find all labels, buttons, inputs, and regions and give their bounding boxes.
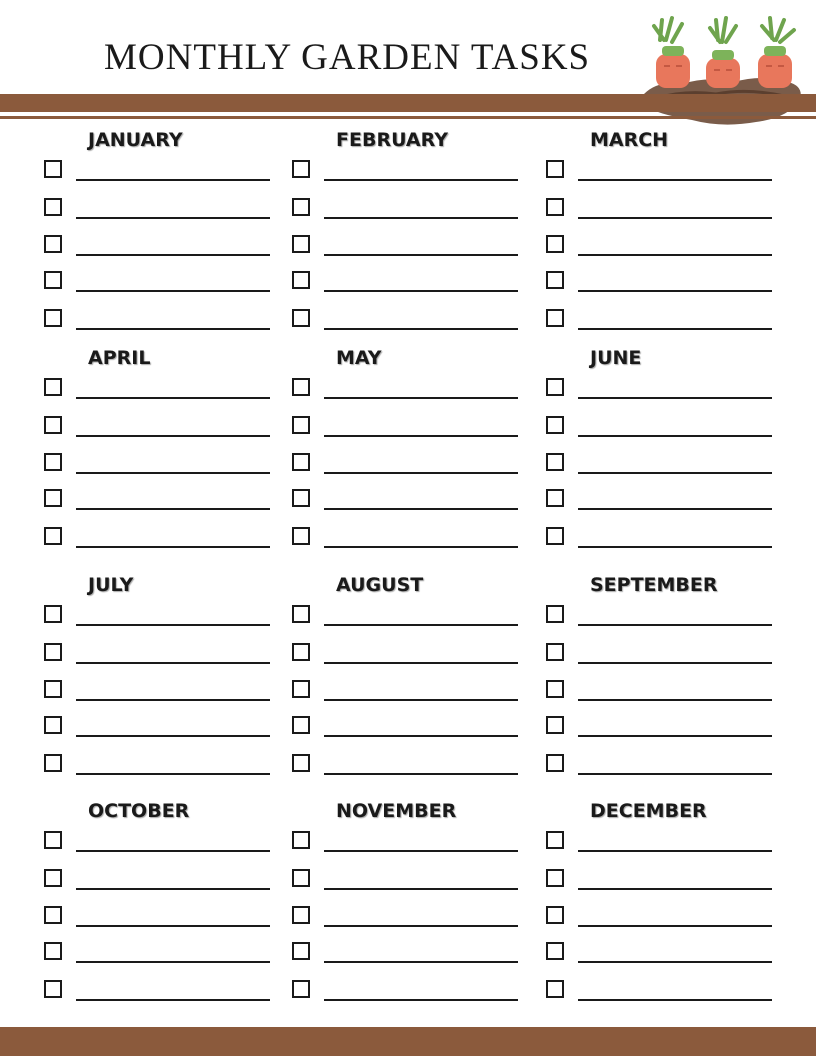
task-checkbox[interactable] bbox=[44, 831, 62, 849]
task-write-line[interactable] bbox=[76, 179, 270, 181]
task-row bbox=[292, 233, 524, 257]
task-write-line[interactable] bbox=[324, 999, 518, 1001]
task-write-line[interactable] bbox=[324, 179, 518, 181]
task-checkbox[interactable] bbox=[546, 716, 564, 734]
task-checkbox[interactable] bbox=[44, 980, 62, 998]
task-row bbox=[546, 603, 778, 627]
month-heading: MARCH bbox=[590, 129, 669, 151]
task-checkbox[interactable] bbox=[546, 906, 564, 924]
task-checkbox[interactable] bbox=[546, 605, 564, 623]
task-write-line[interactable] bbox=[578, 662, 772, 664]
top-band bbox=[0, 94, 816, 112]
task-checkbox[interactable] bbox=[44, 198, 62, 216]
task-checkbox[interactable] bbox=[546, 980, 564, 998]
task-checkbox[interactable] bbox=[44, 643, 62, 661]
task-write-line[interactable] bbox=[76, 397, 270, 399]
task-write-line[interactable] bbox=[76, 850, 270, 852]
task-write-line[interactable] bbox=[324, 699, 518, 701]
task-row bbox=[44, 414, 276, 438]
task-checkbox[interactable] bbox=[44, 378, 62, 396]
task-checkbox[interactable] bbox=[44, 942, 62, 960]
task-checkbox[interactable] bbox=[44, 271, 62, 289]
task-row bbox=[546, 451, 778, 475]
task-checkbox[interactable] bbox=[44, 716, 62, 734]
task-checkbox[interactable] bbox=[292, 378, 310, 396]
task-row bbox=[44, 603, 276, 627]
task-checkbox[interactable] bbox=[292, 680, 310, 698]
task-write-line[interactable] bbox=[578, 699, 772, 701]
task-write-line[interactable] bbox=[578, 961, 772, 963]
task-row bbox=[546, 678, 778, 702]
task-checkbox[interactable] bbox=[292, 235, 310, 253]
task-write-line[interactable] bbox=[76, 328, 270, 330]
task-write-line[interactable] bbox=[76, 773, 270, 775]
task-write-line[interactable] bbox=[578, 735, 772, 737]
task-write-line[interactable] bbox=[324, 328, 518, 330]
task-checkbox[interactable] bbox=[44, 489, 62, 507]
task-row bbox=[44, 714, 276, 738]
task-write-line[interactable] bbox=[324, 925, 518, 927]
task-checkbox[interactable] bbox=[44, 680, 62, 698]
task-write-line[interactable] bbox=[324, 217, 518, 219]
task-write-line[interactable] bbox=[324, 290, 518, 292]
task-row bbox=[44, 525, 276, 549]
task-write-line[interactable] bbox=[76, 254, 270, 256]
task-write-line[interactable] bbox=[578, 624, 772, 626]
task-row bbox=[292, 714, 524, 738]
task-write-line[interactable] bbox=[76, 925, 270, 927]
task-row bbox=[292, 414, 524, 438]
task-row bbox=[44, 233, 276, 257]
task-checkbox[interactable] bbox=[546, 309, 564, 327]
task-row bbox=[44, 158, 276, 182]
task-checkbox[interactable] bbox=[44, 235, 62, 253]
task-row bbox=[44, 376, 276, 400]
task-checkbox[interactable] bbox=[292, 198, 310, 216]
task-write-line[interactable] bbox=[76, 699, 270, 701]
task-checkbox[interactable] bbox=[546, 942, 564, 960]
task-write-line[interactable] bbox=[578, 179, 772, 181]
task-write-line[interactable] bbox=[76, 290, 270, 292]
task-row bbox=[292, 525, 524, 549]
task-write-line[interactable] bbox=[578, 328, 772, 330]
task-row bbox=[44, 904, 276, 928]
task-write-line[interactable] bbox=[578, 435, 772, 437]
task-row bbox=[546, 904, 778, 928]
task-checkbox[interactable] bbox=[44, 605, 62, 623]
task-write-line[interactable] bbox=[578, 850, 772, 852]
task-write-line[interactable] bbox=[324, 546, 518, 548]
task-row bbox=[546, 714, 778, 738]
task-write-line[interactable] bbox=[324, 435, 518, 437]
task-row bbox=[292, 196, 524, 220]
task-write-line[interactable] bbox=[578, 397, 772, 399]
month-heading: NOVEMBER bbox=[336, 800, 457, 822]
task-write-line[interactable] bbox=[76, 546, 270, 548]
task-row bbox=[292, 641, 524, 665]
carrots-illustration bbox=[638, 14, 806, 130]
task-row bbox=[546, 752, 778, 776]
task-checkbox[interactable] bbox=[292, 643, 310, 661]
task-checkbox[interactable] bbox=[44, 527, 62, 545]
task-row bbox=[292, 487, 524, 511]
task-row bbox=[546, 196, 778, 220]
task-row bbox=[546, 867, 778, 891]
task-checkbox[interactable] bbox=[546, 869, 564, 887]
task-checkbox[interactable] bbox=[546, 643, 564, 661]
task-checkbox[interactable] bbox=[292, 716, 310, 734]
task-row bbox=[292, 867, 524, 891]
task-row bbox=[44, 940, 276, 964]
task-row bbox=[546, 940, 778, 964]
month-heading: JULY bbox=[88, 574, 134, 596]
task-checkbox[interactable] bbox=[292, 527, 310, 545]
task-row bbox=[546, 829, 778, 853]
task-write-line[interactable] bbox=[578, 508, 772, 510]
task-write-line[interactable] bbox=[324, 850, 518, 852]
task-write-line[interactable] bbox=[324, 888, 518, 890]
task-write-line[interactable] bbox=[324, 624, 518, 626]
task-checkbox[interactable] bbox=[546, 489, 564, 507]
task-checkbox[interactable] bbox=[292, 605, 310, 623]
task-checkbox[interactable] bbox=[546, 453, 564, 471]
month-heading: SEPTEMBER bbox=[590, 574, 718, 596]
task-write-line[interactable] bbox=[76, 435, 270, 437]
task-write-line[interactable] bbox=[76, 735, 270, 737]
task-checkbox[interactable] bbox=[292, 160, 310, 178]
task-checkbox[interactable] bbox=[44, 416, 62, 434]
task-write-line[interactable] bbox=[76, 472, 270, 474]
task-checkbox[interactable] bbox=[292, 831, 310, 849]
task-checkbox[interactable] bbox=[292, 416, 310, 434]
task-checkbox[interactable] bbox=[292, 489, 310, 507]
task-row bbox=[546, 269, 778, 293]
task-write-line[interactable] bbox=[324, 773, 518, 775]
task-checkbox[interactable] bbox=[44, 906, 62, 924]
task-checkbox[interactable] bbox=[44, 754, 62, 772]
task-write-line[interactable] bbox=[76, 217, 270, 219]
task-write-line[interactable] bbox=[324, 254, 518, 256]
task-write-line[interactable] bbox=[324, 662, 518, 664]
task-checkbox[interactable] bbox=[292, 309, 310, 327]
task-write-line[interactable] bbox=[76, 961, 270, 963]
task-row bbox=[292, 376, 524, 400]
task-row bbox=[546, 978, 778, 1002]
task-row bbox=[292, 307, 524, 331]
task-write-line[interactable] bbox=[76, 508, 270, 510]
task-write-line[interactable] bbox=[578, 925, 772, 927]
task-checkbox[interactable] bbox=[546, 378, 564, 396]
page-title: MONTHLY GARDEN TASKS bbox=[104, 37, 591, 78]
task-row bbox=[44, 678, 276, 702]
task-checkbox[interactable] bbox=[546, 271, 564, 289]
task-checkbox[interactable] bbox=[546, 198, 564, 216]
task-row bbox=[546, 641, 778, 665]
task-row bbox=[44, 829, 276, 853]
task-write-line[interactable] bbox=[324, 472, 518, 474]
task-write-line[interactable] bbox=[324, 508, 518, 510]
task-row bbox=[44, 641, 276, 665]
month-heading: FEBRUARY bbox=[336, 129, 448, 151]
task-row bbox=[44, 978, 276, 1002]
task-checkbox[interactable] bbox=[292, 980, 310, 998]
task-write-line[interactable] bbox=[578, 472, 772, 474]
task-row bbox=[292, 269, 524, 293]
bottom-band bbox=[0, 1027, 816, 1056]
task-row bbox=[546, 414, 778, 438]
task-checkbox[interactable] bbox=[292, 754, 310, 772]
task-write-line[interactable] bbox=[578, 773, 772, 775]
task-row bbox=[292, 158, 524, 182]
task-write-line[interactable] bbox=[578, 290, 772, 292]
task-row bbox=[44, 752, 276, 776]
month-heading: JUNE bbox=[590, 347, 642, 369]
task-row bbox=[546, 307, 778, 331]
task-row bbox=[546, 525, 778, 549]
task-checkbox[interactable] bbox=[546, 416, 564, 434]
month-heading: OCTOBER bbox=[88, 800, 190, 822]
month-heading: JANUARY bbox=[88, 129, 183, 151]
task-row bbox=[292, 978, 524, 1002]
task-row bbox=[44, 196, 276, 220]
task-checkbox[interactable] bbox=[292, 906, 310, 924]
task-checkbox[interactable] bbox=[44, 160, 62, 178]
task-row bbox=[546, 487, 778, 511]
task-row bbox=[292, 603, 524, 627]
task-checkbox[interactable] bbox=[292, 271, 310, 289]
task-checkbox[interactable] bbox=[44, 869, 62, 887]
task-row bbox=[292, 752, 524, 776]
task-write-line[interactable] bbox=[324, 961, 518, 963]
month-heading: DECEMBER bbox=[590, 800, 707, 822]
month-heading: APRIL bbox=[88, 347, 151, 369]
task-write-line[interactable] bbox=[324, 735, 518, 737]
task-checkbox[interactable] bbox=[546, 160, 564, 178]
task-checkbox[interactable] bbox=[546, 235, 564, 253]
task-write-line[interactable] bbox=[578, 546, 772, 548]
task-row bbox=[44, 451, 276, 475]
task-write-line[interactable] bbox=[76, 662, 270, 664]
task-checkbox[interactable] bbox=[292, 942, 310, 960]
task-write-line[interactable] bbox=[76, 888, 270, 890]
task-row bbox=[44, 487, 276, 511]
month-heading: MAY bbox=[336, 347, 382, 369]
task-row bbox=[292, 829, 524, 853]
task-row bbox=[292, 678, 524, 702]
task-write-line[interactable] bbox=[578, 999, 772, 1001]
task-checkbox[interactable] bbox=[546, 831, 564, 849]
task-row bbox=[44, 307, 276, 331]
task-row bbox=[44, 867, 276, 891]
month-heading: AUGUST bbox=[336, 574, 424, 596]
task-checkbox[interactable] bbox=[546, 680, 564, 698]
task-checkbox[interactable] bbox=[292, 869, 310, 887]
task-write-line[interactable] bbox=[578, 217, 772, 219]
task-row bbox=[292, 904, 524, 928]
task-checkbox[interactable] bbox=[44, 453, 62, 471]
task-write-line[interactable] bbox=[324, 397, 518, 399]
task-write-line[interactable] bbox=[76, 624, 270, 626]
task-row bbox=[292, 451, 524, 475]
task-write-line[interactable] bbox=[578, 888, 772, 890]
task-write-line[interactable] bbox=[578, 254, 772, 256]
task-checkbox[interactable] bbox=[546, 527, 564, 545]
task-row bbox=[292, 940, 524, 964]
task-row bbox=[546, 233, 778, 257]
top-rule bbox=[0, 116, 816, 119]
task-row bbox=[546, 376, 778, 400]
task-checkbox[interactable] bbox=[44, 309, 62, 327]
task-row bbox=[44, 269, 276, 293]
task-checkbox[interactable] bbox=[546, 754, 564, 772]
task-checkbox[interactable] bbox=[292, 453, 310, 471]
task-row bbox=[546, 158, 778, 182]
task-write-line[interactable] bbox=[76, 999, 270, 1001]
